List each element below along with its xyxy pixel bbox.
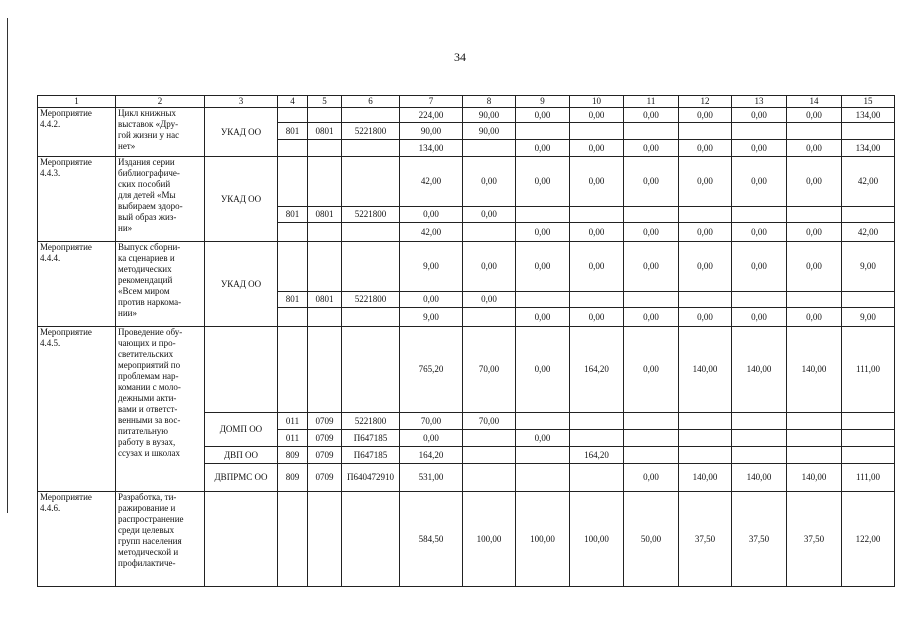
value-cell: 122,00 bbox=[842, 492, 895, 587]
event-name: Выпуск сборни- ка сценариев и методических рекомендаций «Всем миром против наркома- нии» bbox=[116, 242, 205, 327]
empty-cell bbox=[342, 108, 400, 123]
code-cell: 801 bbox=[278, 292, 308, 308]
empty-cell bbox=[342, 492, 400, 587]
value-cell bbox=[570, 464, 624, 492]
value-cell: 0,00 bbox=[679, 157, 732, 207]
value-cell: 0,00 bbox=[624, 242, 679, 292]
value-cell bbox=[732, 413, 787, 430]
value-cell: 0,00 bbox=[624, 108, 679, 123]
empty-cell bbox=[679, 292, 732, 308]
empty-cell bbox=[342, 308, 400, 327]
value-cell: 140,00 bbox=[787, 464, 842, 492]
value-cell: 42,00 bbox=[400, 223, 463, 242]
value-cell bbox=[516, 464, 570, 492]
value-cell: 0,00 bbox=[624, 223, 679, 242]
empty-cell bbox=[278, 108, 308, 123]
executor-cell: УКАД ОО bbox=[205, 157, 278, 242]
empty-cell bbox=[516, 292, 570, 308]
value-cell bbox=[463, 223, 516, 242]
event-label: Мероприятие 4.4.3. bbox=[38, 157, 116, 242]
code-cell: 801 bbox=[278, 123, 308, 140]
value-cell: 9,00 bbox=[400, 308, 463, 327]
empty-cell bbox=[278, 492, 308, 587]
value-cell: 0,00 bbox=[732, 223, 787, 242]
executor-cell: ДВПРМС ОО bbox=[205, 464, 278, 492]
value-cell bbox=[842, 447, 895, 464]
table-row bbox=[38, 157, 895, 207]
value-cell: 100,00 bbox=[463, 492, 516, 587]
value-cell: 0,00 bbox=[624, 327, 679, 413]
value-cell: 0,00 bbox=[624, 464, 679, 492]
value-cell: 0,00 bbox=[787, 140, 842, 157]
header-row bbox=[38, 96, 895, 108]
value-cell: 164,20 bbox=[400, 447, 463, 464]
empty-cell bbox=[308, 242, 342, 292]
value-cell: 50,00 bbox=[624, 492, 679, 587]
executor-cell: ДОМП ОО bbox=[205, 413, 278, 447]
empty-cell bbox=[342, 327, 400, 413]
event-name: Разработка, ти- ражирование и распространение среди целевых групп населения методической и профилактиче- bbox=[116, 492, 205, 587]
value-cell: 0,00 bbox=[516, 308, 570, 327]
value-cell: 90,00 bbox=[463, 123, 516, 140]
value-cell: 0,00 bbox=[516, 327, 570, 413]
code-cell: 5221800 bbox=[342, 207, 400, 223]
value-cell: 0,00 bbox=[732, 157, 787, 207]
value-cell: 42,00 bbox=[400, 157, 463, 207]
value-cell: 531,00 bbox=[400, 464, 463, 492]
value-cell bbox=[624, 447, 679, 464]
value-cell: 0,00 bbox=[516, 108, 570, 123]
empty-cell bbox=[308, 223, 342, 242]
code-cell: 0801 bbox=[308, 292, 342, 308]
value-cell bbox=[516, 447, 570, 464]
empty-cell bbox=[787, 123, 842, 140]
value-cell: 0,00 bbox=[400, 430, 463, 447]
value-cell: 140,00 bbox=[732, 464, 787, 492]
column-header: 8 bbox=[463, 96, 516, 108]
value-cell: 111,00 bbox=[842, 327, 895, 413]
value-cell: 0,00 bbox=[679, 308, 732, 327]
value-cell: 0,00 bbox=[570, 157, 624, 207]
value-cell: 0,00 bbox=[570, 223, 624, 242]
value-cell: 0,00 bbox=[787, 242, 842, 292]
event-label: Мероприятие 4.4.6. bbox=[38, 492, 116, 587]
value-cell bbox=[842, 413, 895, 430]
value-cell: 140,00 bbox=[732, 327, 787, 413]
column-header: 7 bbox=[400, 96, 463, 108]
executor-cell: ДВП ОО bbox=[205, 447, 278, 464]
column-header: 12 bbox=[679, 96, 732, 108]
value-cell: 0,00 bbox=[624, 157, 679, 207]
value-cell bbox=[570, 413, 624, 430]
column-header: 14 bbox=[787, 96, 842, 108]
value-cell: 0,00 bbox=[516, 242, 570, 292]
value-cell: 584,50 bbox=[400, 492, 463, 587]
value-cell: 0,00 bbox=[787, 108, 842, 123]
value-cell: 0,00 bbox=[679, 223, 732, 242]
value-cell: 0,00 bbox=[624, 308, 679, 327]
value-cell: 0,00 bbox=[400, 207, 463, 223]
value-cell: 0,00 bbox=[516, 223, 570, 242]
executor-cell: УКАД ОО bbox=[205, 108, 278, 157]
value-cell: 0,00 bbox=[463, 207, 516, 223]
empty-cell bbox=[516, 207, 570, 223]
column-header: 2 bbox=[116, 96, 205, 108]
value-cell bbox=[787, 430, 842, 447]
value-cell bbox=[787, 447, 842, 464]
table-row bbox=[38, 327, 895, 413]
value-cell: 140,00 bbox=[787, 327, 842, 413]
value-cell bbox=[679, 430, 732, 447]
code-cell: 809 bbox=[278, 464, 308, 492]
value-cell: 9,00 bbox=[400, 242, 463, 292]
value-cell: 70,00 bbox=[463, 327, 516, 413]
value-cell: 37,50 bbox=[732, 492, 787, 587]
value-cell bbox=[679, 447, 732, 464]
empty-cell bbox=[308, 492, 342, 587]
value-cell bbox=[463, 308, 516, 327]
table-row bbox=[38, 492, 895, 587]
value-cell: 0,00 bbox=[732, 308, 787, 327]
value-cell bbox=[624, 413, 679, 430]
value-cell: 90,00 bbox=[463, 108, 516, 123]
value-cell: 70,00 bbox=[400, 413, 463, 430]
empty-cell bbox=[308, 157, 342, 207]
code-cell: П640472910 bbox=[342, 464, 400, 492]
page-number: 34 bbox=[454, 50, 466, 64]
empty-cell bbox=[308, 108, 342, 123]
value-cell: 0,00 bbox=[570, 308, 624, 327]
value-cell: 0,00 bbox=[732, 108, 787, 123]
value-cell bbox=[463, 430, 516, 447]
value-cell bbox=[570, 430, 624, 447]
value-cell: 9,00 bbox=[842, 242, 895, 292]
value-cell: 140,00 bbox=[679, 327, 732, 413]
empty-cell bbox=[624, 123, 679, 140]
empty-cell bbox=[732, 292, 787, 308]
empty-cell bbox=[570, 292, 624, 308]
value-cell bbox=[463, 140, 516, 157]
empty-cell bbox=[205, 492, 278, 587]
empty-cell bbox=[516, 123, 570, 140]
value-cell bbox=[732, 447, 787, 464]
empty-cell bbox=[842, 292, 895, 308]
budget-table bbox=[37, 95, 895, 587]
column-header: 10 bbox=[570, 96, 624, 108]
margin-line bbox=[7, 18, 8, 513]
empty-cell bbox=[679, 207, 732, 223]
empty-cell bbox=[342, 242, 400, 292]
value-cell: 37,50 bbox=[787, 492, 842, 587]
event-label: Мероприятие 4.4.2. bbox=[38, 108, 116, 157]
value-cell: 0,00 bbox=[463, 242, 516, 292]
column-header: 11 bbox=[624, 96, 679, 108]
value-cell: 0,00 bbox=[516, 430, 570, 447]
empty-cell bbox=[842, 207, 895, 223]
value-cell: 0,00 bbox=[679, 140, 732, 157]
code-cell: 0709 bbox=[308, 413, 342, 430]
empty-cell bbox=[787, 292, 842, 308]
value-cell bbox=[516, 413, 570, 430]
value-cell: 0,00 bbox=[570, 108, 624, 123]
empty-cell bbox=[308, 140, 342, 157]
code-cell: 0801 bbox=[308, 207, 342, 223]
value-cell: 9,00 bbox=[842, 308, 895, 327]
value-cell: 90,00 bbox=[400, 123, 463, 140]
value-cell: 0,00 bbox=[463, 157, 516, 207]
empty-cell bbox=[205, 327, 278, 413]
code-cell: 0801 bbox=[308, 123, 342, 140]
value-cell: 0,00 bbox=[787, 308, 842, 327]
empty-cell bbox=[732, 123, 787, 140]
column-header: 15 bbox=[842, 96, 895, 108]
column-header: 4 bbox=[278, 96, 308, 108]
table-row bbox=[38, 108, 895, 123]
code-cell: 0709 bbox=[308, 447, 342, 464]
value-cell: 0,00 bbox=[679, 242, 732, 292]
value-cell bbox=[732, 430, 787, 447]
column-header: 13 bbox=[732, 96, 787, 108]
value-cell: 134,00 bbox=[400, 140, 463, 157]
value-cell: 100,00 bbox=[516, 492, 570, 587]
value-cell: 70,00 bbox=[463, 413, 516, 430]
value-cell: 0,00 bbox=[787, 223, 842, 242]
empty-cell bbox=[624, 207, 679, 223]
empty-cell bbox=[679, 123, 732, 140]
empty-cell bbox=[342, 140, 400, 157]
empty-cell bbox=[570, 207, 624, 223]
empty-cell bbox=[278, 242, 308, 292]
value-cell: 164,20 bbox=[570, 447, 624, 464]
code-cell: 5221800 bbox=[342, 292, 400, 308]
empty-cell bbox=[624, 292, 679, 308]
code-cell: 0709 bbox=[308, 464, 342, 492]
event-label: Мероприятие 4.4.5. bbox=[38, 327, 116, 492]
code-cell: 5221800 bbox=[342, 413, 400, 430]
empty-cell bbox=[278, 223, 308, 242]
code-cell: П647185 bbox=[342, 430, 400, 447]
value-cell: 765,20 bbox=[400, 327, 463, 413]
value-cell: 0,00 bbox=[570, 242, 624, 292]
column-header: 1 bbox=[38, 96, 116, 108]
event-label: Мероприятие 4.4.4. bbox=[38, 242, 116, 327]
value-cell: 134,00 bbox=[842, 140, 895, 157]
event-name: Цикл книжных выставок «Дру- гой жизни у нас нет» bbox=[116, 108, 205, 157]
event-name: Проведение обу- чающих и про- светительских мероприятий по проблемам нар- комании с моло- дежными акти- вами и ответст- венными за вос- питательную работу в вузах, ссузах и школах bbox=[116, 327, 205, 492]
value-cell bbox=[624, 430, 679, 447]
empty-cell bbox=[342, 157, 400, 207]
value-cell: 0,00 bbox=[570, 140, 624, 157]
empty-cell bbox=[278, 327, 308, 413]
empty-cell bbox=[278, 140, 308, 157]
value-cell: 0,00 bbox=[516, 140, 570, 157]
value-cell: 42,00 bbox=[842, 223, 895, 242]
empty-cell bbox=[732, 207, 787, 223]
value-cell: 0,00 bbox=[732, 140, 787, 157]
table-row bbox=[38, 242, 895, 292]
value-cell bbox=[463, 447, 516, 464]
value-cell: 100,00 bbox=[570, 492, 624, 587]
value-cell bbox=[679, 413, 732, 430]
empty-cell bbox=[278, 308, 308, 327]
value-cell bbox=[787, 413, 842, 430]
value-cell: 224,00 bbox=[400, 108, 463, 123]
value-cell: 164,20 bbox=[570, 327, 624, 413]
value-cell: 111,00 bbox=[842, 464, 895, 492]
empty-cell bbox=[787, 207, 842, 223]
empty-cell bbox=[570, 123, 624, 140]
empty-cell bbox=[342, 223, 400, 242]
value-cell: 0,00 bbox=[679, 108, 732, 123]
empty-cell bbox=[278, 157, 308, 207]
value-cell: 0,00 bbox=[516, 157, 570, 207]
code-cell: 5221800 bbox=[342, 123, 400, 140]
value-cell: 0,00 bbox=[624, 140, 679, 157]
code-cell: 809 bbox=[278, 447, 308, 464]
value-cell: 42,00 bbox=[842, 157, 895, 207]
empty-cell bbox=[308, 308, 342, 327]
column-header: 6 bbox=[342, 96, 400, 108]
value-cell: 0,00 bbox=[400, 292, 463, 308]
value-cell bbox=[463, 464, 516, 492]
value-cell: 37,50 bbox=[679, 492, 732, 587]
column-header: 5 bbox=[308, 96, 342, 108]
value-cell: 140,00 bbox=[679, 464, 732, 492]
value-cell: 134,00 bbox=[842, 108, 895, 123]
code-cell: П647185 bbox=[342, 447, 400, 464]
empty-cell bbox=[308, 327, 342, 413]
value-cell: 0,00 bbox=[732, 242, 787, 292]
column-header: 3 bbox=[205, 96, 278, 108]
code-cell: 0709 bbox=[308, 430, 342, 447]
code-cell: 011 bbox=[278, 430, 308, 447]
value-cell: 0,00 bbox=[787, 157, 842, 207]
event-name: Издания серии библиографиче- ских пособий для детей «Мы выбираем здоро- вый образ жиз- ни» bbox=[116, 157, 205, 242]
value-cell: 0,00 bbox=[463, 292, 516, 308]
value-cell bbox=[842, 430, 895, 447]
executor-cell: УКАД ОО bbox=[205, 242, 278, 327]
empty-cell bbox=[842, 123, 895, 140]
code-cell: 801 bbox=[278, 207, 308, 223]
column-header: 9 bbox=[516, 96, 570, 108]
code-cell: 011 bbox=[278, 413, 308, 430]
